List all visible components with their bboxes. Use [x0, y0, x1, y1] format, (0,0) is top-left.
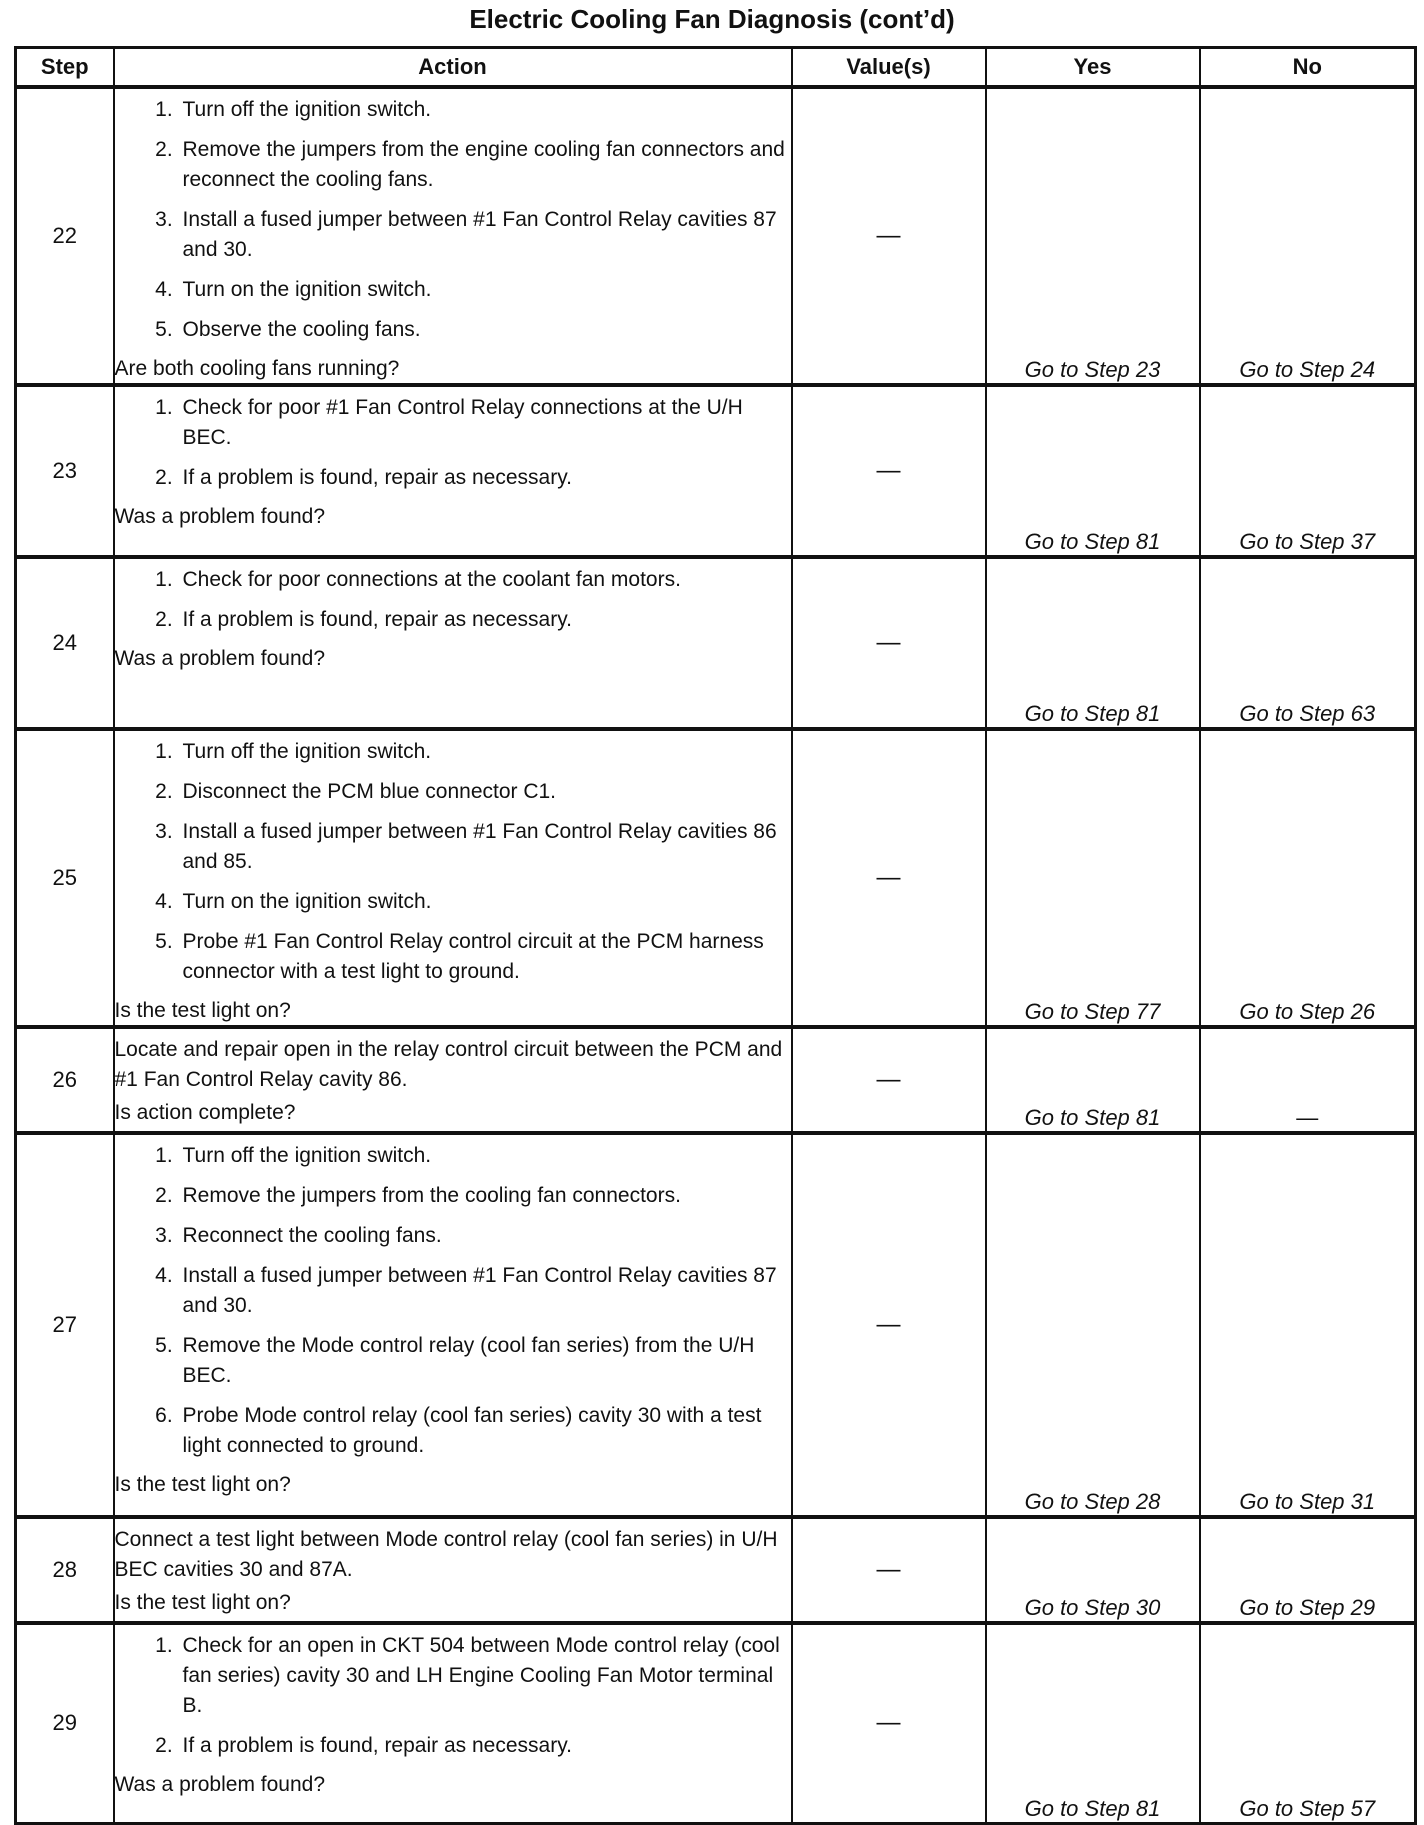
value-cell: — [792, 557, 986, 729]
list-item: 5. Observe the cooling fans. [179, 315, 791, 345]
value-cell: — [792, 729, 986, 1027]
list-item: 3. Install a fused jumper between #1 Fan Control Relay cavities 87 and 30. [179, 205, 791, 265]
action-steps [115, 565, 791, 645]
list-item: 3. Install a fused jumper between #1 Fan Control Relay cavities 86 and 85. [179, 817, 791, 877]
action-question: Was a problem found? [114, 647, 326, 670]
list-item: 2. If a problem is found, repair as necessary. [179, 1731, 791, 1761]
action-cell [114, 87, 792, 385]
diagnosis-table [14, 46, 1417, 1825]
action-question: Is action complete? [114, 1101, 296, 1124]
table-row [16, 1623, 1416, 1823]
yes-cell: Go to Step 81 [986, 1623, 1200, 1823]
value-cell: — [792, 1027, 986, 1133]
list-item: 2. If a problem is found, repair as necessary. [179, 463, 791, 493]
action-cell [114, 557, 792, 729]
table-row [16, 1027, 1416, 1133]
yes-cell: Go to Step 23 [986, 87, 1200, 385]
action-steps [115, 1141, 791, 1471]
table-row [16, 729, 1416, 1027]
table-row [16, 557, 1416, 729]
action-question: Are both cooling fans running? [114, 357, 400, 380]
no-cell: — [1200, 1027, 1416, 1133]
no-cell: Go to Step 24 [1200, 87, 1416, 385]
list-item: 2. Remove the jumpers from the cooling fan connectors. [179, 1181, 791, 1211]
list-item: 6. Probe Mode control relay (cool fan series) cavity 30 with a test light connected to ground. [179, 1401, 791, 1461]
step-number: 25 [16, 729, 114, 1027]
header-step: Step [16, 48, 114, 88]
list-item: 1. Turn off the ignition switch. [179, 95, 791, 125]
table-row [16, 1517, 1416, 1623]
table-row [16, 87, 1416, 385]
no-cell: Go to Step 37 [1200, 385, 1416, 557]
action-paragraph: Locate and repair open in the relay control circuit between the PCM and #1 Fan Control Relay cavity 86. [114, 1038, 783, 1091]
header-action: Action [114, 48, 792, 88]
action-steps [115, 393, 791, 503]
list-item: 2. Disconnect the PCM blue connector C1. [179, 777, 791, 807]
action-paragraph: Connect a test light between Mode control relay (cool fan series) in U/H BEC cavities 30 and 87A. [114, 1528, 778, 1581]
table-row [16, 1133, 1416, 1517]
step-number: 29 [16, 1623, 114, 1823]
header-values: Value(s) [792, 48, 986, 88]
action-cell [114, 729, 792, 1027]
no-cell: Go to Step 31 [1200, 1133, 1416, 1517]
no-cell: Go to Step 29 [1200, 1517, 1416, 1623]
step-number: 26 [16, 1027, 114, 1133]
no-cell: Go to Step 63 [1200, 557, 1416, 729]
list-item: 1. Turn off the ignition switch. [179, 1141, 791, 1171]
list-item: 4. Install a fused jumper between #1 Fan Control Relay cavities 87 and 30. [179, 1261, 791, 1321]
yes-cell: Go to Step 81 [986, 557, 1200, 729]
action-question: Is the test light on? [114, 999, 291, 1022]
yes-cell: Go to Step 81 [986, 1027, 1200, 1133]
step-number: 24 [16, 557, 114, 729]
step-number: 22 [16, 87, 114, 385]
header-no: No [1200, 48, 1416, 88]
step-number: 28 [16, 1517, 114, 1623]
action-question: Is the test light on? [114, 1473, 291, 1496]
action-question: Is the test light on? [114, 1591, 291, 1614]
list-item: 1. Check for poor connections at the coolant fan motors. [179, 565, 791, 595]
action-cell [114, 1027, 792, 1133]
no-cell: Go to Step 57 [1200, 1623, 1416, 1823]
no-cell: Go to Step 26 [1200, 729, 1416, 1027]
value-cell: — [792, 1133, 986, 1517]
yes-cell: Go to Step 30 [986, 1517, 1200, 1623]
yes-cell: Go to Step 77 [986, 729, 1200, 1027]
list-item: 1. Check for poor #1 Fan Control Relay connections at the U/H BEC. [179, 393, 791, 453]
action-question: Was a problem found? [114, 1773, 326, 1796]
action-cell [114, 1517, 792, 1623]
step-number: 23 [16, 385, 114, 557]
action-steps [115, 1631, 791, 1771]
value-cell: — [792, 1517, 986, 1623]
list-item: 4. Turn on the ignition switch. [179, 275, 791, 305]
list-item: 1. Turn off the ignition switch. [179, 737, 791, 767]
list-item: 5. Probe #1 Fan Control Relay control circuit at the PCM harness connector with a test light to ground. [179, 927, 791, 987]
table-row [16, 385, 1416, 557]
action-question: Was a problem found? [114, 505, 326, 528]
step-number: 27 [16, 1133, 114, 1517]
yes-cell: Go to Step 81 [986, 385, 1200, 557]
list-item: 3. Reconnect the cooling fans. [179, 1221, 791, 1251]
list-item: 4. Turn on the ignition switch. [179, 887, 791, 917]
list-item: 1. Check for an open in CKT 504 between Mode control relay (cool fan series) cavity 30 and LH Engine Cooling Fan Motor terminal B. [179, 1631, 791, 1721]
list-item: 2. If a problem is found, repair as necessary. [179, 605, 791, 635]
value-cell: — [792, 1623, 986, 1823]
action-cell [114, 1623, 792, 1823]
action-steps [115, 95, 791, 355]
action-steps [115, 737, 791, 997]
action-cell [114, 385, 792, 557]
header-yes: Yes [986, 48, 1200, 88]
page-title: Electric Cooling Fan Diagnosis (cont’d) [469, 4, 955, 34]
list-item: 2. Remove the jumpers from the engine cooling fan connectors and reconnect the cooling fans. [179, 135, 791, 195]
list-item: 5. Remove the Mode control relay (cool fan series) from the U/H BEC. [179, 1331, 791, 1391]
value-cell: — [792, 87, 986, 385]
action-cell [114, 1133, 792, 1517]
yes-cell: Go to Step 28 [986, 1133, 1200, 1517]
value-cell: — [792, 385, 986, 557]
header-row [16, 48, 1416, 88]
